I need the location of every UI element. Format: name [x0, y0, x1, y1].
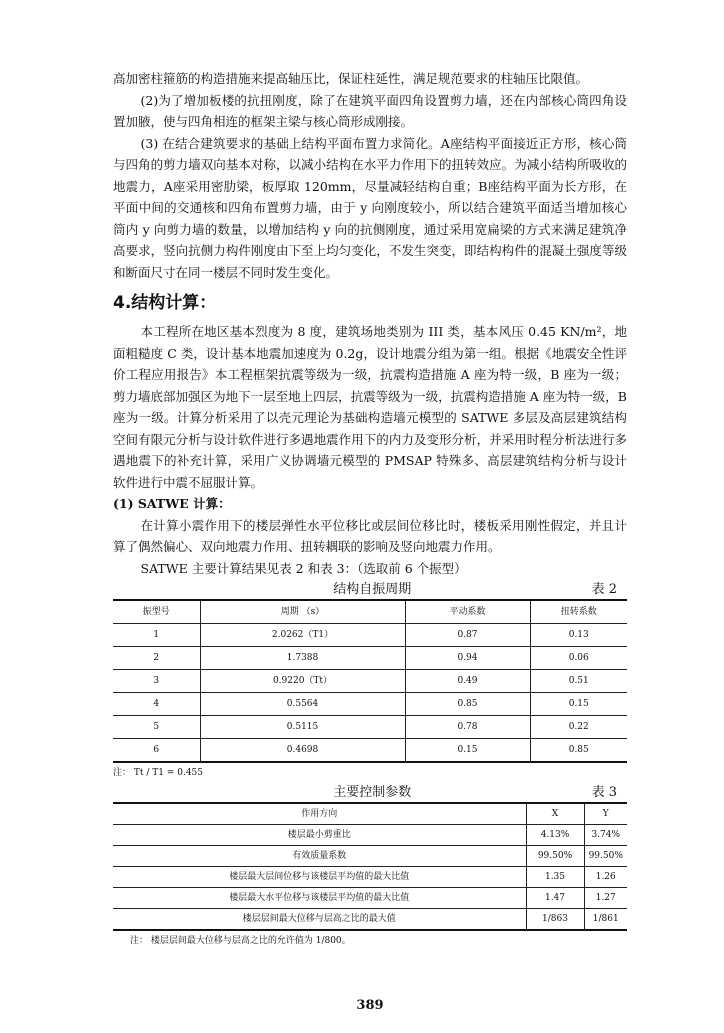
header-cell: 周期 （s） [200, 600, 405, 624]
table-cell: 楼层层间最大位移与层高之比的最大值 [113, 909, 526, 931]
table-cell: 0.51 [530, 670, 627, 693]
table3-label: 表 3 [591, 785, 617, 800]
table-cell: 1.7388 [200, 647, 405, 670]
table-cell: 2 [113, 647, 200, 670]
table-cell: 0.49 [405, 670, 530, 693]
table-cell: 1 [113, 624, 200, 647]
table-cell: 0.4698 [200, 739, 405, 763]
table-row [113, 867, 627, 888]
table-cell: 0.87 [405, 624, 530, 647]
header-cell: 扭转系数 [530, 600, 627, 624]
paragraph-3: (3) 在结合建筑要求的基础上结构平面布置力求简化。A座结构平面接近正方形，核心筒与四角的剪力墙双向基本对称，以减小结构在水平力作用下的扭转效应。为减小结构所吸收的地震力，A座采用密肋梁，板厚取 120mm，尽量减轻结构自重；B座结构平面为长方形，在平面中间的交通核和四角布置剪力墙，由于 y 向刚度较小，所以结合建筑平面适当增加核心筒内 y 向剪力墙的数量，以增加结构 y 向的抗侧刚度，通过采用宽扁梁的方式来满足建筑净高要求，竖向抗侧力构件刚度由下至上均匀变化，不发生突变，即结构构件的混凝土强度等级和断面尺寸在同一楼层不同时发生变化。 [113, 135, 627, 280]
table-row [113, 846, 627, 867]
table-cell: 0.78 [405, 716, 530, 739]
table-cell: 楼层最大层间位移与该楼层平均值的最大比值 [113, 867, 526, 888]
table-row [113, 716, 627, 739]
table-row [113, 909, 627, 931]
table-cell: 99.50% [526, 846, 584, 867]
table-cell: 楼层最大水平位移与该楼层平均值的最大比值 [113, 888, 526, 909]
table-cell: 1.27 [584, 888, 627, 909]
table-cell: 0.5564 [200, 693, 405, 716]
table-cell: 1/863 [526, 909, 584, 931]
table-row [113, 888, 627, 909]
header-cell: 振型号 [113, 600, 200, 624]
table-cell: 3 [113, 670, 200, 693]
subsection-heading: (1) SATWE 计算： [113, 496, 231, 511]
table-cell: 1/861 [584, 909, 627, 931]
table-cell: 0.06 [530, 647, 627, 670]
table3-title: 主要控制参数 [333, 785, 412, 800]
table-cell: 4.13% [526, 825, 584, 846]
table-cell: 0.5115 [200, 716, 405, 739]
table-cell: 5 [113, 716, 200, 739]
section-heading: 4.结构计算： [113, 293, 217, 313]
table-cell: 0.15 [530, 693, 627, 716]
document-page [113, 0, 627, 1033]
table-cell: 0.15 [405, 739, 530, 763]
table-cell: 1.35 [526, 867, 584, 888]
table-row [113, 739, 627, 763]
header-cell: 平动系数 [405, 600, 530, 624]
header-cell: X [526, 803, 584, 825]
table-cell: 有效质量系数 [113, 846, 526, 867]
table-header-row [113, 600, 627, 624]
table3-note: 注： 楼层层间最大位移与层高之比的允许值为 1/800。 [130, 936, 351, 946]
table-row [113, 670, 627, 693]
table-cell: 0.94 [405, 647, 530, 670]
table-cell: 6 [113, 739, 200, 763]
paragraph-5: 在计算小震作用下的楼层弹性水平位移比或层间位移比时，楼板采用刚性假定，并且计算了偶然偏心、双向地震力作用、扭转耦联的影响及竖向地震力作用。 [113, 517, 627, 554]
table-cell: 0.85 [405, 693, 530, 716]
table-cell: 0.85 [530, 739, 627, 763]
paragraph-2: (2)为了增加板楼的抗扭刚度，除了在建筑平面四角设置剪力墙，还在内部核心筒四角设置加腋，使与四角相连的框架主梁与核心筒形成刚接。 [113, 92, 627, 129]
paragraph-1: 高加密柱箍筋的构造措施来提高轴压比，保证柱延性，满足规范要求的柱轴压比限值。 [113, 71, 589, 86]
table-cell: 1.26 [584, 867, 627, 888]
header-cell: 作用方向 [113, 803, 526, 825]
paragraph-6: SATWE 主要计算结果见表 2 和表 3：（选取前 6 个振型） [140, 560, 467, 576]
table-row [113, 825, 627, 846]
paragraph-4: 本工程所在地区基本烈度为 8 度，建筑场地类别为 III 类，基本风压 0.45 KN/m²，地面粗糙度 C 类，设计基本地震加速度为 0.2g，设计地震分组为第一组。根据《地震安全性评价工程应用报告》本工程框架抗震等级为一级，抗震构造措施 A 座为特一级，B 座为一级；剪力墙底部加强区为地下一层至地上四层，抗震等级为一级，抗震构造措施 A 座为特一级，B 座为一级。计算分析采用了以壳元理论为基础构造墙元模型的 SATWE 多层及高层建筑结构空间有限元分析与设计软件进行多遇地震作用下的内力及变形分析，并采用时程分析法进行多遇地震下的补充计算，采用广义协调墙元模型的 PMSAP 特殊多、高层建筑结构分析与设计软件进行中震不屈服计算。 [113, 324, 627, 490]
table-cell: 3.74% [584, 825, 627, 846]
table-control-parameters [113, 802, 627, 931]
table-cell: 楼层最小剪重比 [113, 825, 526, 846]
table-cell: 0.22 [530, 716, 627, 739]
table-cell: 0.9220（Tt） [200, 670, 405, 693]
table2-label: 表 2 [591, 582, 617, 597]
table-row [113, 693, 627, 716]
table-cell: 1.47 [526, 888, 584, 909]
table-row [113, 647, 627, 670]
table2-note: 注： Tt / T1 = 0.455 [113, 768, 203, 778]
table-cell: 4 [113, 693, 200, 716]
table-vibration-periods [113, 599, 627, 763]
table-header-row [113, 803, 627, 825]
table2-title: 结构自振周期 [333, 582, 412, 597]
table2-caption [113, 581, 627, 599]
table-cell: 2.0262（T1） [200, 624, 405, 647]
page-number: 389 [356, 998, 384, 1013]
header-cell: Y [584, 803, 627, 825]
table-row [113, 624, 627, 647]
table-cell: 0.13 [530, 624, 627, 647]
table-cell: 99.50% [584, 846, 627, 867]
table3-caption [113, 784, 627, 802]
